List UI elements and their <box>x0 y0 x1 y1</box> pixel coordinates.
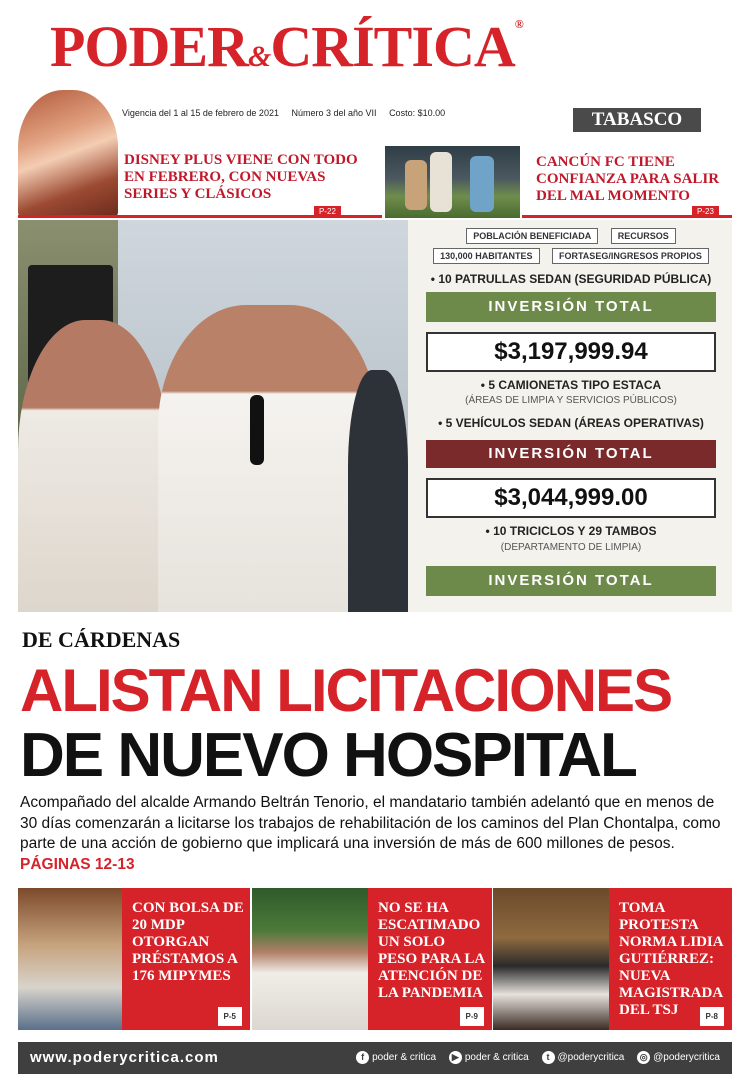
teaser-cancun[interactable] <box>522 146 732 218</box>
banner-pills <box>426 226 716 244</box>
teaser-soccer-photo[interactable] <box>385 146 520 218</box>
microphone-icon <box>250 395 264 465</box>
social-label: poder & critica <box>372 1052 437 1064</box>
facebook-icon: f <box>356 1051 369 1064</box>
social-youtube[interactable] <box>449 1052 529 1063</box>
social-label: @poderycritica <box>557 1052 625 1064</box>
masthead <box>0 0 751 140</box>
social-instagram[interactable] <box>637 1052 720 1063</box>
card-pandemia[interactable] <box>252 888 492 1030</box>
card-box <box>368 888 492 1030</box>
banner-investment-bar: INVERSIÓN TOTAL <box>426 440 716 468</box>
banner-amount: $3,044,999.00 <box>426 478 716 518</box>
person-shape <box>18 320 168 612</box>
page-tag: P-23 <box>692 206 719 217</box>
card-title: CON BOLSA DE 20 MDP OTORGAN PRÉSTAMOS A 176 MIPYMES <box>132 900 244 984</box>
teaser-disney[interactable] <box>18 146 382 218</box>
social-label: poder & critica <box>464 1052 529 1064</box>
lead-text: Acompañado del alcalde Armando Beltrán Tenorio, el mandatario también adelantó que en menos de 30 días comenzarán a licitarse los trabajos de rehabilitación de los caminos del Plan Chontalpa, como parte de una acción de gobierno que implicará una inversión de más de 600 millones de pesos. <box>20 794 721 852</box>
card-title: NO SE HA ESCATIMADO UN SOLO PESO PARA LA ATENCIÓN DE LA PANDEMIA <box>378 900 485 1001</box>
banner-subline: (ÁREAS DE LIMPIA Y SERVICIOS PÚBLICOS) <box>465 395 677 406</box>
person-shape <box>158 305 378 612</box>
banner-investment-bar: INVERSIÓN TOTAL <box>426 292 716 322</box>
banner-line: • 10 PATRULLAS SEDAN (SEGURIDAD PÚBLICA) <box>430 272 712 286</box>
logo-critica: CRÍTICA <box>270 14 515 79</box>
footer <box>18 1042 732 1074</box>
page-tag: P-22 <box>314 206 341 217</box>
banner-line: • 5 CAMIONETAS TIPO ESTACA <box>480 378 662 392</box>
youtube-icon: ▶ <box>449 1051 462 1064</box>
page-tag: P-5 <box>218 1007 242 1026</box>
logo-ampersand: & <box>248 40 271 73</box>
card-photo <box>493 888 609 1030</box>
banner-subline: (DEPARTAMENTO DE LIMPIA) <box>500 542 642 553</box>
logo-poder: PODER <box>50 14 248 79</box>
social-twitter[interactable] <box>542 1052 625 1063</box>
card-mipymes[interactable] <box>18 888 250 1030</box>
registered-mark: ® <box>514 17 523 31</box>
validity-text: Vigencia del 1 al 15 de febrero de 2021 <box>122 108 279 118</box>
project-banner <box>408 220 732 612</box>
kicker: DE CÁRDENAS <box>22 627 181 652</box>
main-photo[interactable] <box>18 220 732 612</box>
card-box <box>609 888 732 1030</box>
card-photo <box>252 888 368 1030</box>
person-shape <box>348 370 408 612</box>
banner-pill: FORTASEG/INGRESOS PROPIOS <box>552 248 709 264</box>
banner-pill: POBLACIÓN BENEFICIADA <box>466 228 598 244</box>
banner-pill: RECURSOS <box>611 228 676 244</box>
social-links <box>346 1051 720 1064</box>
page-tag: P-9 <box>460 1007 484 1026</box>
pages-reference[interactable]: PÁGINAS 12-13 <box>20 855 135 873</box>
banner-amount: $3,197,999.94 <box>426 332 716 372</box>
issue-number: Número 3 del año VII <box>291 108 377 118</box>
headline-secondary[interactable]: DE NUEVO HOSPITAL <box>20 721 636 790</box>
region-badge: TABASCO <box>573 108 701 132</box>
card-title: TOMA PROTESTA NORMA LIDIA GUTIÉRREZ: NUEVA MAGISTRADA DEL TSJ <box>619 900 723 1018</box>
issue-line <box>122 108 455 118</box>
price-text: Costo: $10.00 <box>389 108 446 118</box>
twitter-icon: t <box>542 1051 555 1064</box>
teaser-title: DISNEY PLUS VIENE CON TODO EN FEBRERO, CON NUEVAS SERIES Y CLÁSICOS <box>124 152 358 202</box>
banner-line: • 10 TRICICLOS Y 29 TAMBOS <box>485 524 657 538</box>
headline-primary[interactable]: ALISTAN LICITACIONES <box>20 657 672 724</box>
card-magistrada[interactable] <box>493 888 732 1030</box>
website-link[interactable]: www.poderycritica.com <box>30 1049 219 1066</box>
instagram-icon: ◎ <box>637 1051 650 1064</box>
logo[interactable] <box>50 14 523 79</box>
lead-paragraph <box>20 793 734 875</box>
page-tag: P-8 <box>700 1007 724 1026</box>
banner-pills <box>426 246 716 264</box>
teaser-title: CANCÚN FC TIENE CONFIANZA PARA SALIR DEL MAL MOMENTO <box>536 154 720 204</box>
banner-investment-bar: INVERSIÓN TOTAL <box>426 566 716 596</box>
social-label: @poderycritica <box>653 1052 720 1064</box>
social-facebook[interactable] <box>356 1052 436 1063</box>
banner-pill: 130,000 HABITANTES <box>433 248 539 264</box>
card-photo <box>18 888 122 1030</box>
card-box <box>122 888 250 1030</box>
banner-line: • 5 VEHÍCULOS SEDAN (ÁREAS OPERATIVAS) <box>438 416 704 430</box>
